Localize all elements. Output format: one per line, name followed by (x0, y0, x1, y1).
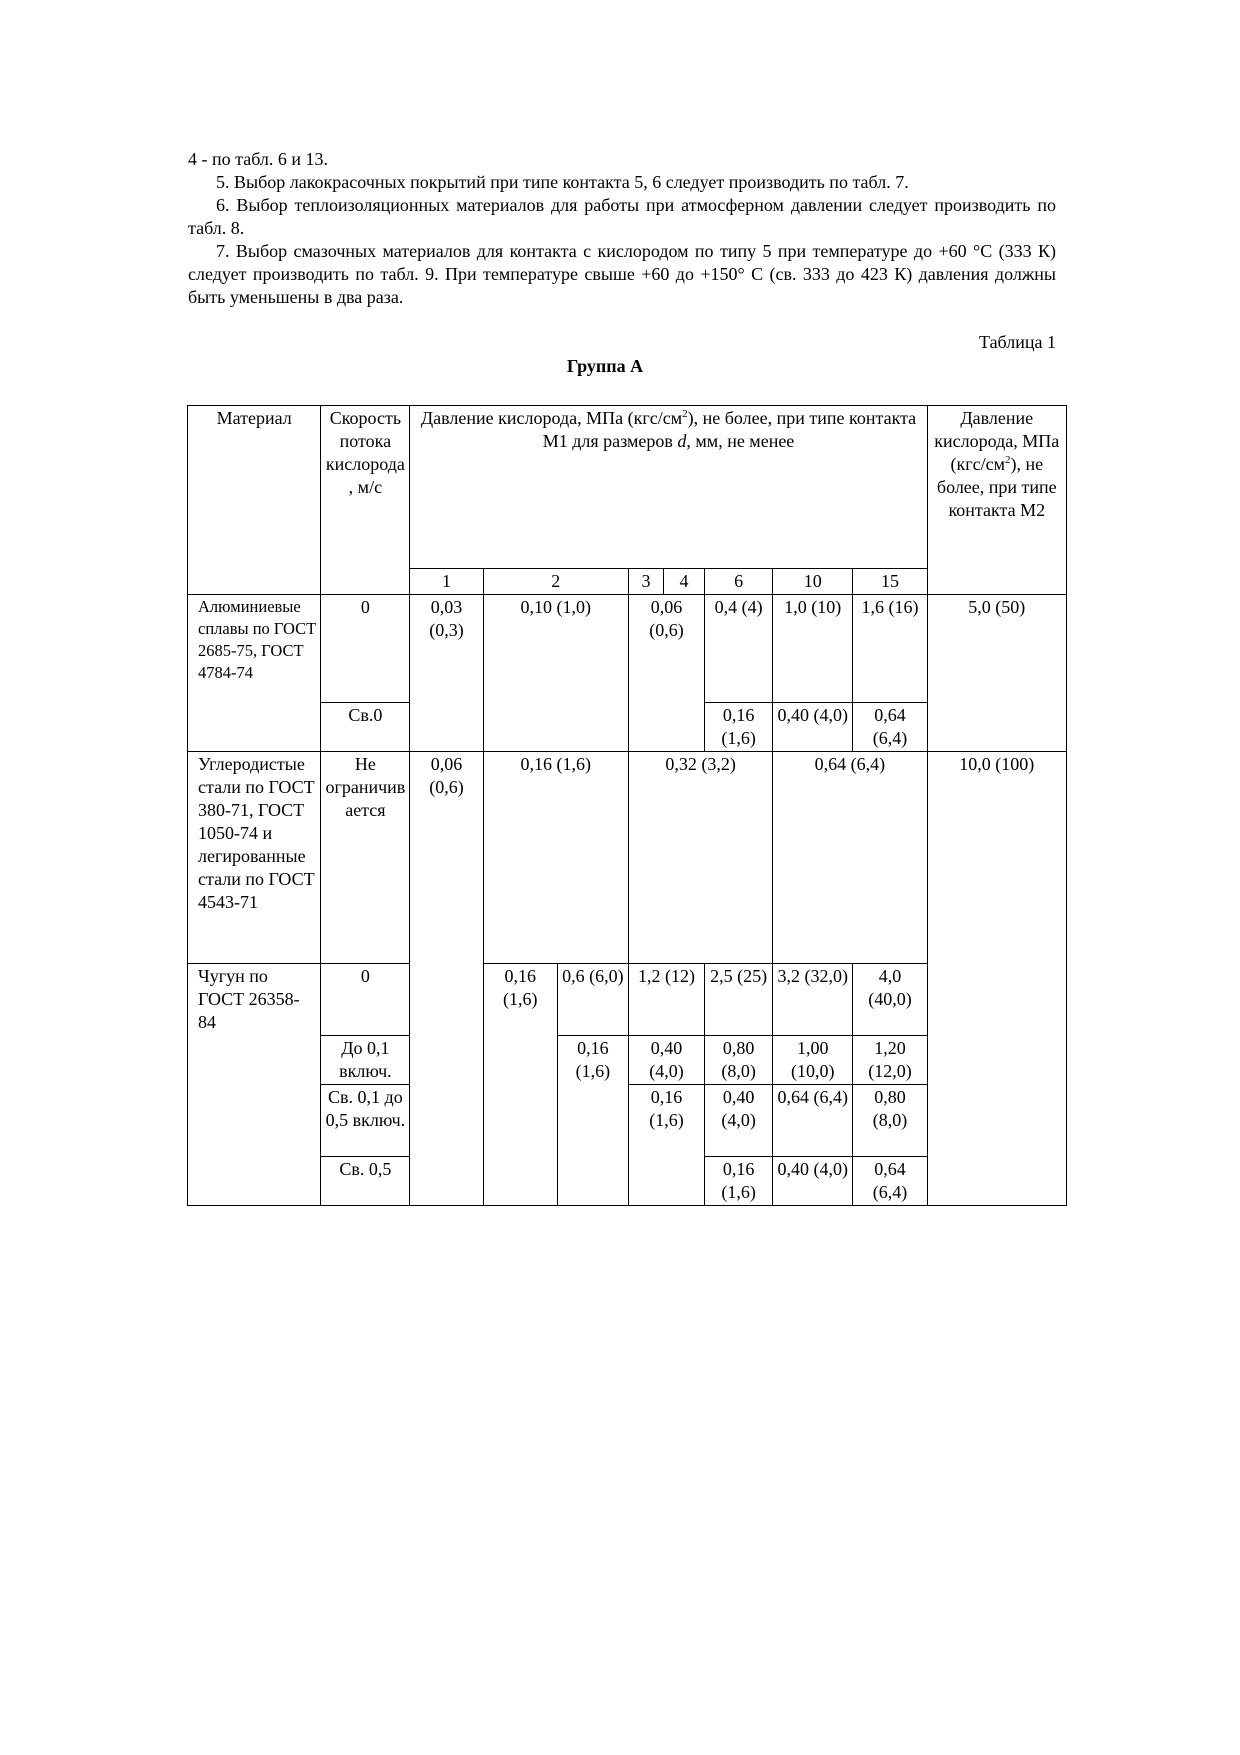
row-iron-size34: 1,2 (12) (628, 964, 704, 1036)
empty-cell (927, 1036, 1066, 1085)
header-material: Материал (188, 406, 321, 595)
row-iron-size15: 4,0 (40,0) (853, 964, 927, 1036)
row-iron-speed-0: 0 (321, 964, 410, 1036)
header-m2-pre: Давление кислорода, МПа (кгс/см (934, 408, 1060, 474)
header-m2-post: ), не более, при типе контакта М2 (936, 454, 1057, 520)
empty-cell (557, 1157, 628, 1206)
row-iron-r2-size6: 0,80 (8,0) (705, 1036, 773, 1085)
header-m1-post: , мм, не менее (686, 431, 795, 451)
document-page (188, 148, 1056, 378)
row-aluminum-speed-0: 0 (321, 595, 410, 703)
row-aluminum-size34: 0,06 (0,6) (628, 595, 704, 752)
header-m1-pressure (410, 406, 927, 569)
header-m2-sup: 2 (1004, 454, 1011, 466)
row-iron-r3-size10: 0,64 (6,4) (773, 1085, 853, 1157)
group-a-table (187, 405, 1067, 1206)
row-iron-size2b: 0,6 (6,0) (557, 964, 628, 1036)
row-iron-r4-size6: 0,16 (1,6) (705, 1157, 773, 1206)
size-3: 3 (628, 569, 663, 595)
header-m1-mid: ), не более, при типе контакта М1 для размеров (542, 408, 917, 451)
empty-cell (483, 1085, 557, 1157)
empty-cell (188, 1157, 321, 1206)
row-iron-r2-size34: 0,40 (4,0) (628, 1036, 704, 1085)
row-aluminum-size1: 0,03 (0,3) (410, 595, 483, 752)
row-carbon-size1015: 0,64 (6,4) (773, 752, 927, 964)
size-1: 1 (410, 569, 483, 595)
header-m1-sup: 2 (682, 408, 688, 420)
row-carbon-m2: 10,0 (100) (927, 752, 1066, 964)
size-10: 10 (773, 569, 853, 595)
intro-line-1: 4 - по табл. 6 и 13. (188, 149, 329, 169)
row-iron-r2-size10: 1,00 (10,0) (773, 1036, 853, 1085)
row-iron-speed-01to05: Св. 0,1 до 0,5 включ. (321, 1085, 410, 1157)
row-aluminum-size10: 1,0 (10) (773, 595, 853, 703)
row-aluminum-b-size10: 0,40 (4,0) (773, 703, 853, 752)
row-carbon-size1: 0,06 (0,6) (410, 752, 483, 964)
empty-cell (410, 1157, 483, 1206)
size-4: 4 (664, 569, 705, 595)
row-iron-r2-size15: 1,20 (12,0) (853, 1036, 927, 1085)
row-aluminum-material: Алюминиевые сплавы по ГОСТ 2685-75, ГОСТ 4784-74 (188, 595, 321, 752)
row-iron-r2-size2b: 0,16 (1,6) (557, 1036, 628, 1085)
empty-cell (410, 1085, 483, 1157)
row-iron-material-cont (188, 1036, 321, 1085)
row-iron-size10: 3,2 (32,0) (773, 964, 853, 1036)
row-aluminum-b-size15: 0,64 (6,4) (853, 703, 927, 752)
row-iron-r4-size15: 0,64 (6,4) (853, 1157, 927, 1206)
table-title: Группа А (566, 356, 644, 376)
row-iron-m2-empty (927, 964, 1066, 1036)
intro-item-7: 7. Выбор смазочных материалов для контакта с кислородом по типу 5 при температуре до +60 °С (333 К) следует производить по табл. 9. При температуре свыше +60 до +150° С (св. 333 до 423 К) давления должны быть уменьшены в два раза. (188, 241, 1056, 307)
header-m1-pre: Давление кислорода, МПа (кгс/см (420, 408, 683, 428)
row-carbon-size2: 0,16 (1,6) (483, 752, 628, 964)
empty-cell (927, 1085, 1066, 1157)
row-iron-size6: 2,5 (25) (705, 964, 773, 1036)
header-m1-d: d (677, 431, 687, 451)
empty-cell (927, 1157, 1066, 1206)
row-aluminum-m2: 5,0 (50) (927, 595, 1066, 752)
row-aluminum-size2: 0,10 (1,0) (483, 595, 628, 752)
row-aluminum-size15: 1,6 (16) (853, 595, 927, 703)
intro-item-6: 6. Выбор теплоизоляционных материалов для работы при атмосферном давлении следует производить по табл. 8. (188, 195, 1056, 238)
size-15: 15 (853, 569, 927, 595)
empty-cell (483, 1036, 557, 1085)
header-speed: Скорость потока кислорода, м/с (321, 406, 410, 595)
row-iron-size1-empty (410, 964, 483, 1036)
row-aluminum-size6: 0,4 (4) (705, 595, 773, 703)
row-carbon-material: Углеродистые стали по ГОСТ 380-71, ГОСТ 1050-74 и легированные стали по ГОСТ 4543-71 (188, 752, 321, 964)
empty-cell (557, 1085, 628, 1157)
row-aluminum-speed-above0: Св.0 (321, 703, 410, 752)
empty-cell (628, 1157, 704, 1206)
row-carbon-size346: 0,32 (3,2) (628, 752, 772, 964)
size-6: 6 (705, 569, 773, 595)
empty-cell (188, 1085, 321, 1157)
size-2: 2 (483, 569, 628, 595)
table-number: Таблица 1 (979, 332, 1056, 352)
row-iron-material: Чугун по ГОСТ 26358-84 (188, 964, 321, 1036)
row-aluminum-b-size6: 0,16 (1,6) (705, 703, 773, 752)
row-iron-speed-upto01: До 0,1 включ. (321, 1036, 410, 1085)
row-iron-r4-size10: 0,40 (4,0) (773, 1157, 853, 1206)
row-carbon-speed: Не ограничивается (321, 752, 410, 964)
empty-cell (483, 1157, 557, 1206)
row-iron-r3-size34: 0,16 (1,6) (628, 1085, 704, 1157)
row-iron-speed-above05: Св. 0,5 (321, 1157, 410, 1206)
row-iron-r3-size6: 0,40 (4,0) (705, 1085, 773, 1157)
row-iron-size2a: 0,16 (1,6) (483, 964, 557, 1036)
empty-cell (410, 1036, 483, 1085)
header-m2-pressure (927, 406, 1066, 595)
intro-item-5: 5. Выбор лакокрасочных покрытий при типе контакта 5, 6 следует производить по табл. 7. (216, 172, 909, 192)
row-iron-r3-size15: 0,80 (8,0) (853, 1085, 927, 1157)
